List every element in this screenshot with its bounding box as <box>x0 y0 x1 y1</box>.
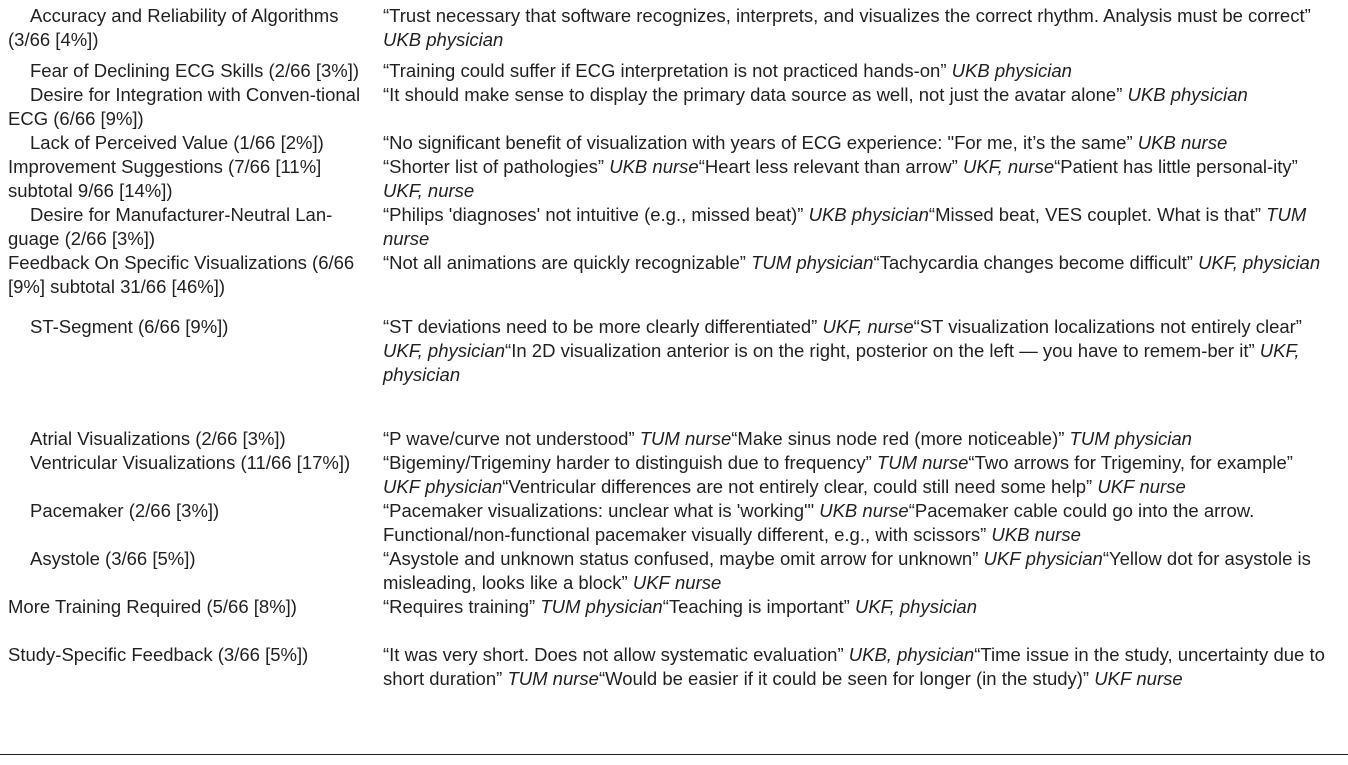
quote-cell <box>383 547 1348 595</box>
quote-cell <box>383 59 1348 83</box>
quote-cell <box>383 643 1348 691</box>
quote-text: “P wave/curve not understood” <box>383 428 635 449</box>
quote-site: TUM <box>1266 204 1307 225</box>
quote-site: TUM <box>639 428 680 449</box>
quote-role: physician <box>427 340 506 361</box>
theme-category: More Training Required (5/66 [8%]) <box>8 596 297 617</box>
quote-cell <box>383 203 1348 251</box>
theme-category: Improvement Suggestions (7/66 [11%] subtotal 9/66 [14%]) <box>8 156 322 201</box>
theme-category: Fear of Declining ECG Skills (2/66 [3%]) <box>30 60 360 81</box>
quote-text: “Philips 'diagnoses' not intuitive (e.g., missed beat)” <box>383 204 804 225</box>
quote-site: UKB <box>1137 132 1176 153</box>
table-row <box>0 155 1348 203</box>
theme-category: Pacemaker (2/66 [3%]) <box>30 500 220 521</box>
table-row <box>0 83 1348 131</box>
quote-site: UKF <box>632 572 670 593</box>
quote-text: “Teaching is important” <box>662 596 850 617</box>
quote-text: “Yellow dot for asystole is misleading, looks like a block” <box>383 548 1311 593</box>
theme-category: Asystole (3/66 [5%]) <box>30 548 196 569</box>
theme-category: Atrial Visualizations (2/66 [3%]) <box>30 428 286 449</box>
quote-text: “Would be easier if it could be seen for longer (in the study)” <box>598 668 1090 689</box>
quote-cell <box>383 315 1348 387</box>
quote-site: UKB <box>383 29 422 50</box>
quote-site: UKF <box>1094 668 1132 689</box>
quote-site: UKB <box>951 60 990 81</box>
quote-role: nurse <box>675 572 722 593</box>
quote-site: UKB, <box>848 644 892 665</box>
quote-role: nurse <box>652 156 699 177</box>
quote-role: nurse <box>684 428 732 449</box>
quote-text: “No significant benefit of visualization with years of ECG experience: "For me, it’s the same” <box>383 132 1133 153</box>
theme-category: ST-Segment (6/66 [9%]) <box>30 316 229 337</box>
quote-role: nurse <box>862 500 909 521</box>
quote-text: “Missed beat, VES couplet. What is that” <box>928 204 1262 225</box>
quote-role: nurse <box>1034 524 1081 545</box>
quote-text: “Asystole and unknown status confused, maybe omit arrow for unknown” <box>383 548 979 569</box>
quote-site: UKB <box>1127 84 1166 105</box>
quote-role: physician <box>1243 252 1321 273</box>
quote-cell <box>383 83 1348 107</box>
quote-cell <box>383 4 1348 52</box>
quote-cell <box>383 595 1348 619</box>
quote-role: nurse <box>1007 156 1055 177</box>
quote-text: “Not all animations are quickly recognizable” <box>383 252 746 273</box>
quote-site: UKF, <box>962 156 1003 177</box>
quote-site: UKF, <box>1259 340 1300 361</box>
quote-role: physician <box>897 644 975 665</box>
quote-text: “Bigeminy/Trigeminy harder to distinguish due to frequency” <box>383 452 872 473</box>
quote-cell <box>383 451 1348 499</box>
quote-text: “Shorter list of pathologies” <box>383 156 605 177</box>
theme-category: Accuracy and Reliability of Algorithms (3/66 [4%]) <box>8 5 339 50</box>
quote-role: nurse <box>552 668 599 689</box>
quote-text: “It was very short. Does not allow systematic evaluation” <box>383 644 844 665</box>
quote-text: “Trust necessary that software recognizes, interprets, and visualizes the correct rhythm. Analysis must be correct” <box>383 5 1311 26</box>
quote-role: physician <box>585 596 663 617</box>
table-row <box>0 59 1348 83</box>
quote-text: “ST visualization localizations not entirely clear” <box>913 316 1302 337</box>
quote-role: physician <box>994 60 1072 81</box>
quote-text: “Two arrows for Trigeminy, for example” <box>968 452 1293 473</box>
quote-cell <box>383 427 1348 451</box>
quote-role: nurse <box>383 228 430 249</box>
quote-role: nurse <box>1139 476 1186 497</box>
quote-site: UKB <box>819 500 858 521</box>
quote-role: physician <box>425 476 503 497</box>
quote-site: UKB <box>808 204 847 225</box>
quote-role: nurse <box>427 180 475 201</box>
quote-text: “Tachycardia changes become difficult” <box>873 252 1193 273</box>
quote-role: physician <box>1114 428 1192 449</box>
quote-text: “Training could suffer if ECG interpretation is not practiced hands-on” <box>383 60 947 81</box>
table-row <box>0 499 1348 547</box>
quote-site: UKF, <box>383 180 423 201</box>
quote-text: “Pacemaker cable could go into the arrow. Functional/non-functional pacemaker visually different, e.g., with scissors” <box>383 500 1255 545</box>
theme-category: Desire for Integration with Conven-tional ECG (6/66 [9%]) <box>8 84 361 129</box>
quote-text: “Make sinus node red (more noticeable)” <box>731 428 1065 449</box>
quote-role: physician <box>1170 84 1248 105</box>
quote-text: “Time issue in the study, uncertainty due to short duration” <box>383 644 1325 689</box>
quote-site: UKF <box>983 548 1021 569</box>
quote-site: UKF, <box>383 340 423 361</box>
quote-site: UKF <box>1097 476 1135 497</box>
theme-category: Desire for Manufacturer-Neutral Lan-guage (2/66 [3%]) <box>8 204 333 249</box>
quote-text: “In 2D visualization anterior is on the right, posterior on the left — you have to remem-ber it” <box>505 340 1255 361</box>
quote-text: “Ventricular differences are not entirely clear, could still need some help” <box>502 476 1093 497</box>
quote-site: UKF, <box>822 316 863 337</box>
table-row <box>0 315 1348 387</box>
table-row <box>0 427 1348 451</box>
quote-cell <box>383 131 1348 155</box>
quote-role: physician <box>851 204 929 225</box>
quote-role: nurse <box>1180 132 1228 153</box>
table-row <box>0 203 1348 251</box>
quote-role: nurse <box>922 452 969 473</box>
quote-site: UKF, <box>854 596 895 617</box>
quote-site: TUM <box>876 452 917 473</box>
quote-site: UKF <box>383 476 420 497</box>
table-row <box>0 643 1348 691</box>
quote-role: physician <box>899 596 978 617</box>
quote-cell <box>383 251 1348 275</box>
quote-text: “It should make sense to display the primary data source as well, not just the avatar alone” <box>383 84 1123 105</box>
quote-site: UKB <box>991 524 1030 545</box>
table-bottom-rule <box>0 754 1348 755</box>
quote-role: physician <box>796 252 874 273</box>
theme-category: Ventricular Visualizations (11/66 [17%]) <box>30 452 351 473</box>
quote-text: “Heart less relevant than arrow” <box>698 156 958 177</box>
theme-category: Feedback On Specific Visualizations (6/66 [9%] subtotal 31/66 [46%]) <box>8 252 355 297</box>
quote-role: physician <box>426 29 504 50</box>
theme-category: Study-Specific Feedback (3/66 [5%]) <box>8 644 309 665</box>
quote-role: physician <box>383 364 461 385</box>
table-row <box>0 547 1348 595</box>
quote-role: nurse <box>867 316 914 337</box>
quote-site: TUM <box>540 596 581 617</box>
table-row <box>0 451 1348 499</box>
quote-cell <box>383 155 1348 203</box>
table-row <box>0 595 1348 619</box>
quote-text: “Patient has little personal-ity” <box>1054 156 1298 177</box>
quote-site: TUM <box>751 252 792 273</box>
table-row <box>0 131 1348 155</box>
quote-text: “Pacemaker visualizations: unclear what is 'working'" <box>383 500 815 521</box>
quote-text: “Requires training” <box>383 596 536 617</box>
quote-cell <box>383 499 1348 547</box>
quote-text: “ST deviations need to be more clearly differentiated” <box>383 316 818 337</box>
table-row <box>0 251 1348 299</box>
table-row <box>0 4 1348 52</box>
quote-site: TUM <box>507 668 548 689</box>
quote-site: UKB <box>609 156 648 177</box>
quote-site: UKF, <box>1198 252 1238 273</box>
quote-site: TUM <box>1069 428 1110 449</box>
quote-role: nurse <box>1136 668 1183 689</box>
quote-role: physician <box>1025 548 1103 569</box>
theme-category: Lack of Perceived Value (1/66 [2%]) <box>30 132 324 153</box>
